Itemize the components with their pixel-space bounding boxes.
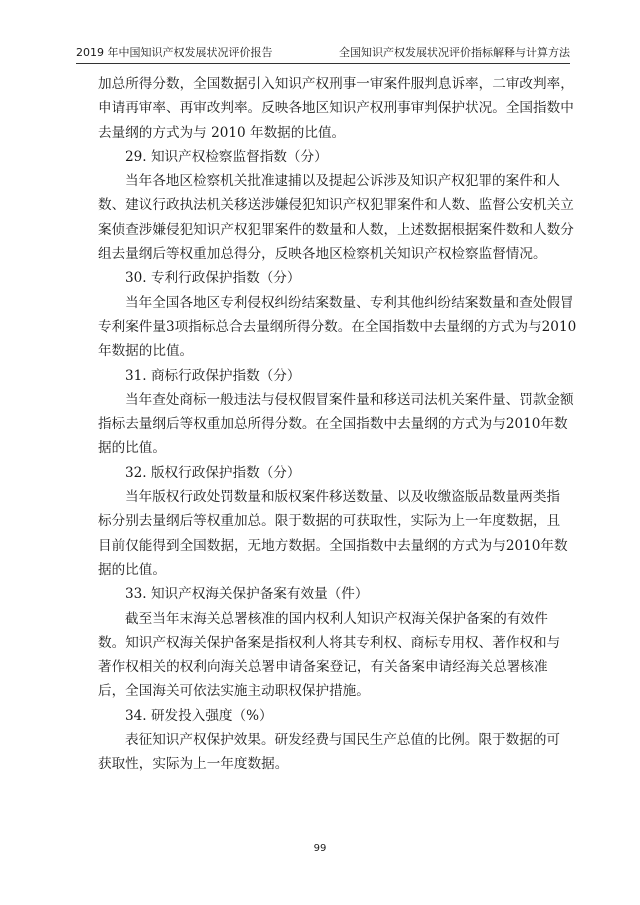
text-line: 当 年 查 处 商 标 一 般 违 法 与 侵 权 假 冒 案 件 量 和 移 送 司 法 机 关 案 件 量 、 罚 款 金 额 [125,391,574,408]
header-left-title: 2019 年中国知识产权发展状况评价报告 [76,46,273,59]
text-line: 著 作 权 相 关 的 权 利 向 海 关 总 署 申 请 备 案 登 记 ， 有 关 备 案 申 请 经 海 关 总 署 核 准 [98,659,548,676]
text-line: 组去量纲后等权重加总得分，反映各地区检察机关知识产权检察监督情况。 [98,246,547,263]
text-line: 数 、 建 议 行 政 执 法 机 关 移 送 涉 嫌 侵 犯 知 识 产 权 犯 罪 案 件 和 人 数 、 监 督 公 安 机 关 立 [98,197,574,214]
document-body [98,72,577,777]
text-line: 当 年 各 地 区 检 察 机 关 批 准 逮 捕 以 及 提 起 公 诉 涉 及 知 识 产 权 犯 罪 的 案 件 和 人 [125,173,560,190]
section-heading: 34. 研发投入强度（%） [125,707,273,724]
text-line: 数 。 知 识 产 权 海 关 保 护 备 案 是 指 权 利 人 将 其 专 利 权 、 商 标 专 用 权 、 著 作 权 和 与 [98,634,561,651]
header-right-title: 全国知识产权发展状况评价指标解释与计算方法 [339,46,570,59]
text-line: 当 年 版 权 行 政 处 罚 数 量 和 版 权 案 件 移 送 数 量 、 以 及 收 缴 盗 版 品 数 量 两 类 指 [125,489,560,506]
text-line: 案 侦 查 涉 嫌 侵 犯 知 识 产 权 犯 罪 案 件 的 数 量 和 人 数 ， 上 述 数 据 根 据 案 件 数 和 人 数 分 [98,221,574,238]
section-heading: 33. 知识产权海关保护备案有效量（件） [125,586,369,603]
text-line: 获取性，实际为上一年度数据。 [98,756,289,773]
text-line: 标 分 别 去 量 纲 后 等 权 重 加 总 。 限 于 数 据 的 可 获 取 性 ， 实 际 为 上 一 年 度 数 据 ， 且 [98,513,561,530]
page-header [76,40,570,64]
section-heading: 29. 知识产权检察监督指数（分） [125,148,328,165]
text-line: 专 利 案 件 量 3 项 指 标 总 合 去 量 纲 所 得 分 数 。 在 全 国 指 数 中 去 量 纲 的 方 式 为 与 2010 [98,318,577,335]
text-line: 目 前 仅 能 得 到 全 国 数 据 ， 无 地 方 数 据 。 全 国 指 数 中 去 量 纲 的 方 式 为 与 2010 年 数 [98,537,568,554]
text-line: 表 征 知 识 产 权 保 护 效 果 。 研 发 经 费 与 国 民 生 产 总 值 的 比 例 。 限 于 数 据 的 可 [125,732,560,749]
text-line: 截 至 当 年 末 海 关 总 署 核 准 的 国 内 权 利 人 知 识 产 权 海 关 保 护 备 案 的 有 效 件 [125,610,548,627]
text-line: 加 总 所 得 分 数 ， 全 国 数 据 引 入 知 识 产 权 刑 事 一 审 案 件 服 判 息 诉 率 ， 二 审 改 判 率 ， [98,76,574,92]
text-line: 当 年 全 国 各 地 区 专 利 侵 权 纠 纷 结 案 数 量 、 专 利 其 他 纠 纷 结 案 数 量 和 查 处 假 冒 [125,294,574,311]
section-heading: 32. 版权行政保护指数（分） [125,464,301,481]
text-line: 据的比值。 [98,561,166,578]
text-line: 后，全国海关可依法实施主动职权保护措施。 [98,683,370,700]
page-number: 99 [313,843,327,854]
text-line: 年数据的比值。 [98,343,194,360]
text-line: 去量纲的方式为与 2010 年数据的比值。 [98,124,346,141]
text-line: 指 标 去 量 纲 后 等 权 重 加 总 所 得 分 数 。 在 全 国 指 数 中 去 量 纲 的 方 式 为 与 2010 年 数 [98,416,568,433]
section-heading: 30. 专利行政保护指数（分） [125,270,301,287]
section-heading: 31. 商标行政保护指数（分） [125,367,301,384]
text-line: 据的比值。 [98,440,166,457]
text-line: 申 请 再 审 率 、 再 审 改 判 率 。 反 映 各 地 区 知 识 产 权 刑 事 审 判 保 护 状 况 。 全 国 指 数 中 [98,100,574,117]
